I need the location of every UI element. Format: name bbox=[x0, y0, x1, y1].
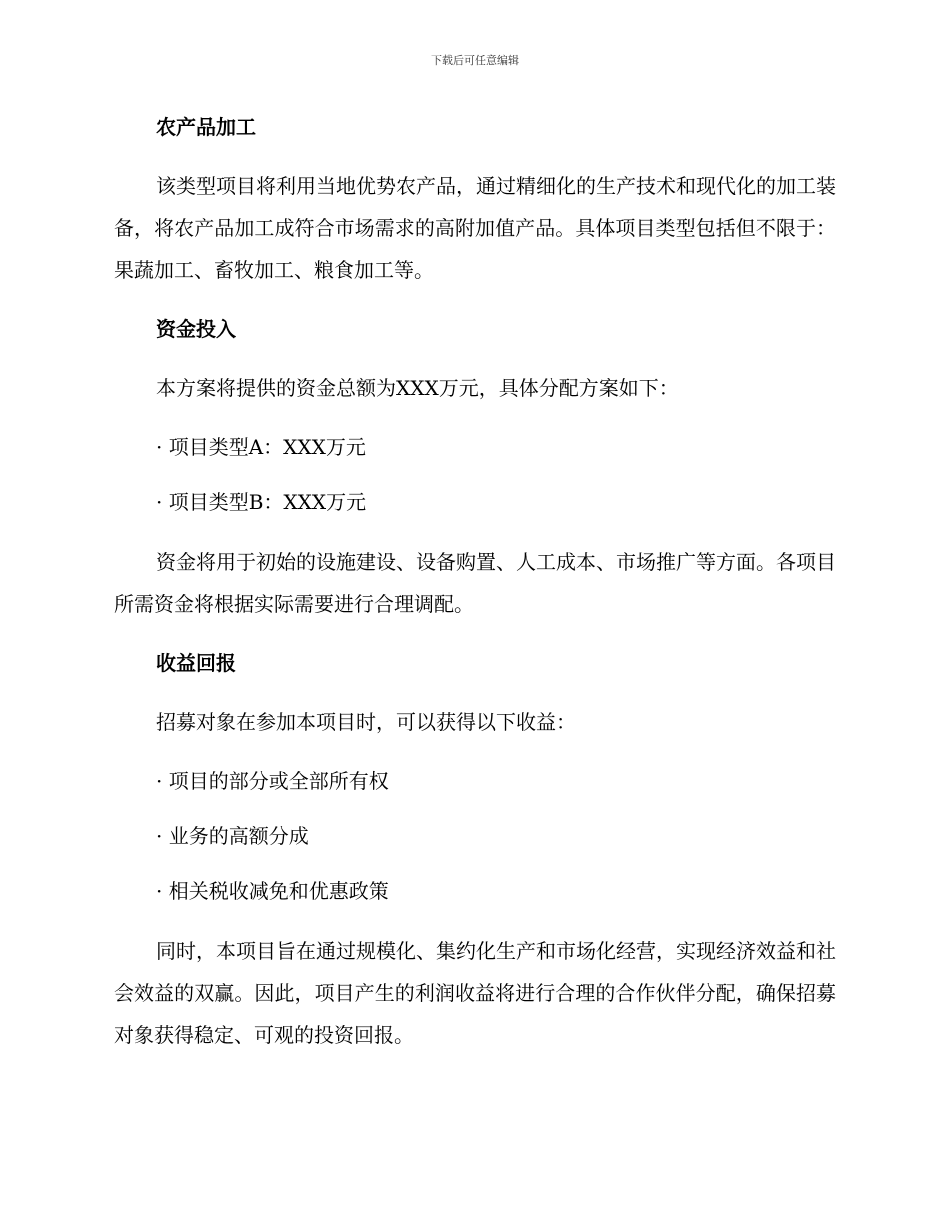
section-heading-returns: 收益回报 bbox=[156, 651, 236, 675]
section-intro-funding: 本方案将提供的资金总额为XXX万元，具体分配方案如下： bbox=[156, 376, 679, 400]
list-item: · 项目的部分或全部所有权 bbox=[156, 769, 389, 793]
section-heading-funding: 资金投入 bbox=[156, 317, 236, 341]
header-note: 下载后可任意编辑 bbox=[431, 54, 519, 67]
list-item: · 项目类型B：XXX万元 bbox=[156, 490, 367, 514]
section-heading-agri-processing: 农产品加工 bbox=[156, 115, 256, 139]
section-paragraph-returns: 同时，本项目旨在通过规模化、集约化生产和市场化经营，实现经济效益和社会效益的双赢。因此，项目产生的利润收益将进行合理的合作伙伴分配，确保招募对象获得稳定、可观的投资回报。 bbox=[114, 939, 836, 1047]
list-item: · 业务的高额分成 bbox=[156, 824, 309, 848]
document-body bbox=[114, 110, 836, 1056]
list-item: · 项目类型A：XXX万元 bbox=[156, 435, 366, 459]
section-intro-returns: 招募对象在参加本项目时，可以获得以下收益： bbox=[156, 710, 576, 734]
list-item: · 相关税收减免和优惠政策 bbox=[156, 879, 389, 903]
section-paragraph-funding: 资金将用于初始的设施建设、设备购置、人工成本、市场推广等方面。各项目所需资金将根据实际需要进行合理调配。 bbox=[114, 550, 836, 616]
section-paragraph-agri-processing: 该类型项目将利用当地优势农产品，通过精细化的生产技术和现代化的加工装备，将农产品加工成符合市场需求的高附加值产品。具体项目类型包括但不限于：果蔬加工、畜牧加工、粮食加工等。 bbox=[114, 174, 836, 282]
